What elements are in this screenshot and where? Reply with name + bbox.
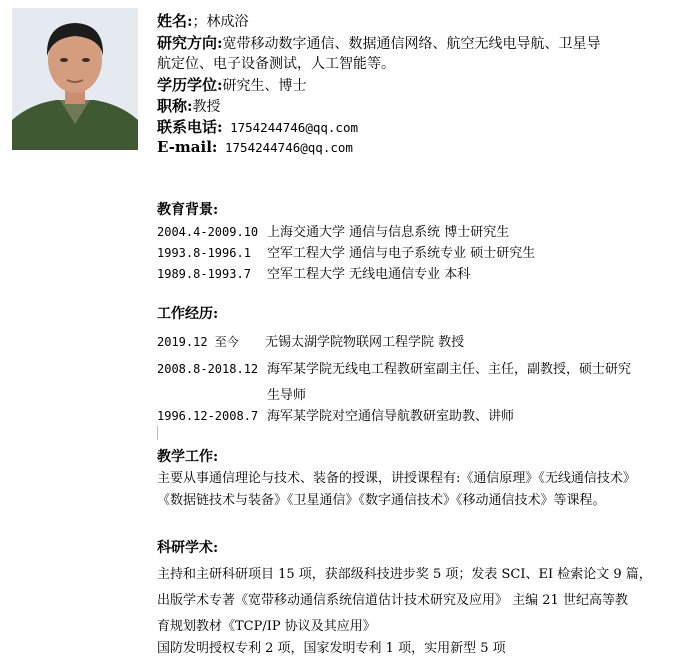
education-dates: 1993.8-1996.1 [157, 246, 251, 260]
research-direction-value: 宽带移动数字通信、数据通信网络、航空无线电导航、卫星导 [222, 36, 601, 52]
phone-line [157, 116, 358, 137]
degree-label: 学历学位: [157, 76, 223, 94]
education-row [157, 242, 535, 261]
work-heading: 工作经历: [157, 306, 219, 322]
work-text-continued: 生导师 [267, 388, 307, 403]
text-cursor [157, 426, 158, 440]
education-text: 空军工程大学 无线电通信专业 本科 [267, 267, 471, 282]
work-dates: 1996.12-2008.7 [157, 409, 259, 423]
portrait-image [12, 8, 138, 150]
profile-photo [12, 8, 138, 150]
title-line [157, 95, 221, 116]
research-direction-label: 研究方向: [157, 34, 223, 52]
education-dates: 2004.4-2009.10 [157, 225, 259, 239]
teaching-line: 主要从事通信理论与技术、装备的授课，讲授课程有:《通信原理》《无线通信技术》 [157, 471, 636, 486]
degree-line [157, 74, 307, 95]
research-direction-continued: 航定位、电子设备测试，人工智能等。 [157, 56, 395, 72]
email-line [157, 137, 353, 156]
degree-value: 研究生、博士 [222, 78, 307, 94]
work-text: 海军某学院无线电工程教研室副主任、主任，副教授，硕士研究 [267, 362, 632, 377]
education-text: 上海交通大学 通信与信息系统 博士研究生 [267, 225, 510, 240]
education-heading: 教育背景: [157, 202, 219, 218]
name-value: ；林成浴 [192, 14, 249, 30]
phone-label: 联系电话: [157, 118, 223, 136]
research-direction-line [157, 32, 601, 53]
work-row [157, 358, 631, 377]
research-line: 育规划教材《TCP/IP 协议及其应用》 [157, 619, 376, 634]
research-line: 出版学术专著《宽带移动通信系统信道估计技术研究及应用》 主编 21 世纪高等教 [157, 593, 628, 608]
research-line: 主持和主研科研项目 15 项，获部级科技进步奖 5 项；发表 SCI、EI 检索论文 9 篇， [157, 567, 652, 582]
research-heading: 科研学术: [157, 540, 219, 556]
title-label: 职称: [157, 97, 193, 115]
education-row [157, 263, 470, 282]
work-dates: 2008.8-2018.12 [157, 362, 259, 376]
work-dates: 2019.12 至今 [157, 335, 239, 349]
research-line: 国防发明授权专利 2 项，国家发明专利 1 项，实用新型 5 项 [157, 641, 506, 656]
name-label: 姓名: [157, 12, 193, 30]
teaching-heading: 教学工作: [157, 449, 219, 465]
work-text: 海军某学院对空通信导航教研室助教、讲师 [267, 409, 515, 424]
education-row [157, 221, 509, 240]
education-text: 空军工程大学 通信与电子系统专业 硕士研究生 [267, 246, 536, 261]
email-label: E-mail: [157, 138, 218, 156]
education-dates: 1989.8-1993.7 [157, 267, 251, 281]
email-value[interactable]: 1754244746@qq.com [217, 140, 353, 155]
work-row [157, 331, 464, 350]
name-line [157, 10, 249, 31]
teaching-line: 《数据链技术与装备》《卫星通信》《数字通信技术》《移动通信技术》等课程。 [157, 493, 606, 508]
title-value: 教授 [192, 99, 221, 115]
work-text: 无锡太湖学院物联网工程学院 教授 [265, 335, 465, 350]
phone-value[interactable]: 1754244746@qq.com [222, 120, 359, 135]
work-row [157, 405, 514, 424]
